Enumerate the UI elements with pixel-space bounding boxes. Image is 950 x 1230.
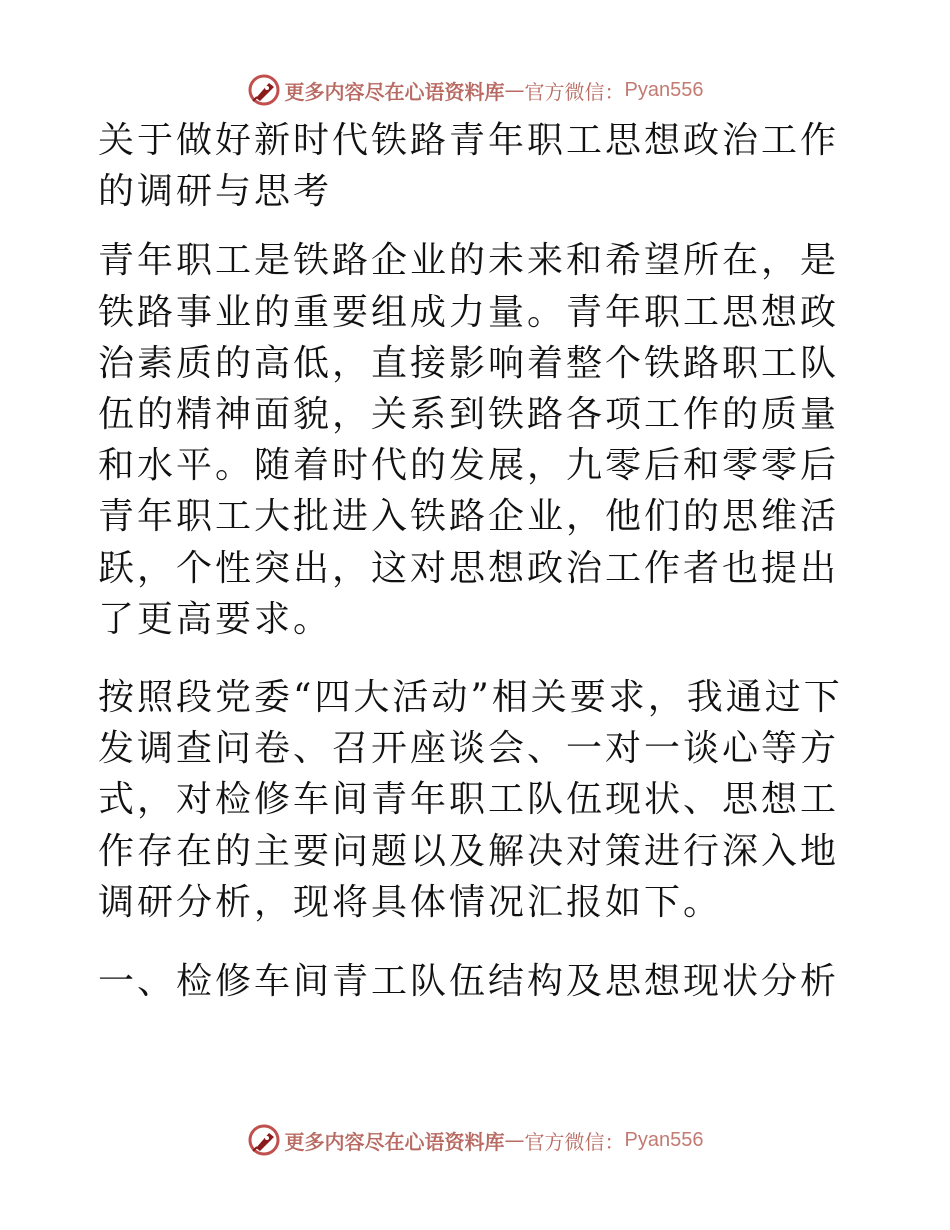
watermark-dash: — [504, 78, 525, 102]
watermark-brand-text: 更多内容尽在心语资料库 [284, 79, 505, 104]
watermark-wechat-label: 官方微信： [524, 79, 625, 104]
pen-nib-logo-icon [247, 73, 281, 107]
watermark-wechat-id: Pyan556 [624, 1128, 704, 1151]
footer-watermark [0, 1120, 950, 1160]
watermark-brand-text: 更多内容尽在心语资料库 [284, 1129, 505, 1154]
paragraph-1: 青年职工是铁路企业的未来和希望所在，是铁路事业的重要组成力量。青年职工思想政治素质的高低，直接影响着整个铁路职工队伍的精神面貌，关系到铁路各项工作的质量和水平。随着时代的发展，九零后和零零后青年职工大批进入铁路企业，他们的思维活跃，个性突出，这对思想政治工作者也提出了更高要求。 [98, 240, 840, 640]
watermark-wechat-id: Pyan556 [624, 78, 704, 101]
pen-nib-logo-icon [247, 1123, 281, 1157]
document-body [98, 115, 850, 1007]
document-title: 关于做好新时代铁路青年职工思想政治工作的调研与思考 [98, 120, 840, 213]
header-watermark [0, 70, 950, 110]
section-heading: 一、检修车间青工队伍结构及思想现状分析 [98, 961, 840, 1003]
paragraph-2: 按照段党委“四大活动”相关要求，我通过下发调查问卷、召开座谈会、一对一谈心等方式，对检修车间青年职工队伍现状、思想工作存在的主要问题以及解决对策进行深入地调研分析，现将具体情况汇报如下。 [98, 677, 843, 923]
watermark-wechat-label: 官方微信： [524, 1129, 625, 1154]
watermark-dash: — [504, 1128, 525, 1152]
